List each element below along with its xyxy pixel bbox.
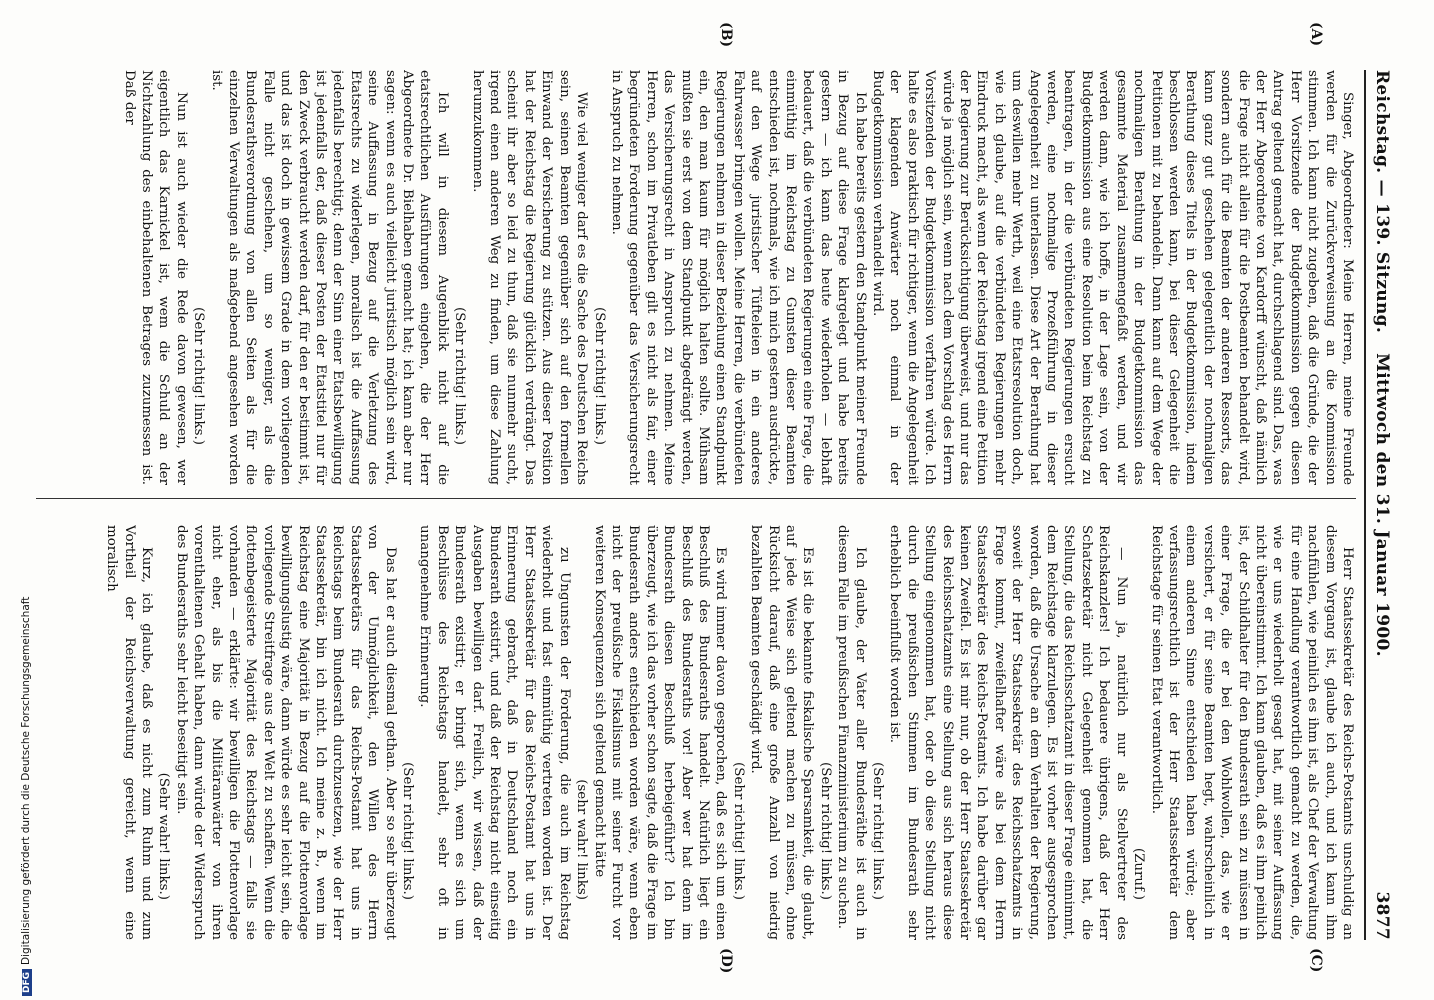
margin-marker-d: (D) — [718, 948, 734, 974]
paragraph: Ich glaube, der Vater aller Bundesräthe ist auch in diesem Falle im preußischen Finanzministerium zu suchen. — [835, 525, 868, 940]
interjection: (Sehr richtig! links.) — [191, 307, 207, 445]
paragraph: Ich habe bereits gestern den Standpunkt meiner Freunde in Bezug auf diese Frage klargelegt und habe bereits gestern — ich kann das heute wiederholen — lebhaft bedauert, daß die verbündeten Regierungen eine Frage, die einmüthig im Reichstag zu Gunsten dieser Beamten entschieden ist, nochmals, wie ich mich gestern ausdrückte, auf den Wege juristischer Tüfteleien in ein anderes Fahrwasser bringen wollen. Meine Herren, die verbündeten Regierungen nehmen in dieser Beziehung einen Standpunkt ein, den man kaum für möglich halten sollte. Mühsam mußten sie erst von dem Standpunkt abgedrängt werden, das Versicherungsrecht in Anspruch zu nehmen. Meine Herren, schon im Privatleben gilt es nicht als fair, einer begründeten Forderung gegenüber das Versicherungsrecht in Anspruch zu nehmen. — [608, 70, 868, 485]
paragraph: Ich will in diesem Augenblick nicht auf die etatsrechtlichen Ausführungen eingehen, die der Herr Abgeordnete Dr. Bielhaben gemacht hat; ich kann aber nur sagen: wenn es auch vielleicht juristisch möglich sein wird, seine Auffassung in Bezug auf die Verletzung des Etatsrechts zu widerlegen, moralisch ist die Auffassung jedenfalls berechtigt; denn der Sinn einer Etatsbewilligung ist jedenfalls der, daß dieser Posten der Etatstitel nur für den Zweck verbraucht werden darf, für den er bestimmt ist, und das ist doch in gewissem Grade in dem vorliegenden Falle nicht geschehen, um so weniger, als die Bundesrathsverordnung von allen Seiten als für die einzelnen Verwaltungen als maßgebend angesehen worden ist. — [208, 70, 450, 485]
interjection: (Sehr wahr! links.) — [156, 772, 172, 900]
page-number: 3877 — [1372, 891, 1392, 940]
margin-marker-a: (A) — [1308, 22, 1324, 47]
footer-credit — [20, 597, 32, 996]
paragraph: Nun ist auch wieder die Rede davon gewesen, wer eigentlich das Karnickel ist, wem die Schuld an der Nichtzahlung des einbehaltenen Betrages zuzumessen ist. Daß der — [121, 70, 189, 485]
interjection: (Sehr richtig! links.) — [817, 762, 833, 900]
column-divider — [36, 498, 1356, 499]
paragraph: Es ist die bekannte fiskalische Sparsamkeit, die glaubt, auf jede Weise sich geltend machen zu müssen, ohne Rücksicht darauf, daß eine große Anzahl von niedrig bezahlten Beamten geschädigt wird. — [748, 525, 816, 940]
paragraph: zu Ungunsten der Forderung, die auch im Reichstag wiederholt und fast einmüthig vertreten worden ist. Der Herr Staatssekretär für das Reichs-Postamt hat uns in Erinnerung gebracht, daß in Deutschland noch ein Bundesrath existirt, und daß der Reichstag nicht einseitig Ausgaben bewilligen darf. Freilich, wir wissen, daß der Bundesrath existirt; er bringt sich, wenn es sich um Beschlüsse des Reichstags handelt, sehr oft in unangenehme Erinnerung. — [417, 525, 572, 940]
paragraph: Kurz, ich glaube, daß es nicht zum Ruhm und zum Vortheil der Reichsverwaltung gereicht, wenn eine moralisch — [104, 525, 154, 940]
paragraph: Wie viel weniger darf es die Sache des Deutschen Reichs sein, seinen Beamten gegenüber sich auf den formellen Einwand der Versicherung zu stützen. Aus dieser Position hat der Reichstag die Regierung glücklich verdrängt. Das scheint ihr aber so leid zu thun, daß sie nunmehr sucht, irgend einen anderen Weg zu finden, um diese Zahlung herumzukommen. — [469, 70, 590, 485]
interjection: (Sehr richtig! links.) — [400, 762, 416, 900]
header-left: Reichstag. — 139. Sitzung. — [1372, 70, 1392, 334]
interjection: (Sehr richtig! links.) — [452, 307, 468, 445]
left-column — [36, 70, 1356, 485]
paragraph: — Nun ja, natürlich nur als Stellvertreter des Reichskanzlers! Ich bedauere übrigens, daß der Herr Schatzsekretär nicht Gelegenheit genommen hat, die Stellung, die das Reichsschatzamt in dieser Frage einnimmt, dem Reichstage klarzulegen. Es ist vorher ausgesprochen worden, daß die Ursache an dem Verhalten der Regierung, soweit der Herr Staatssekretär des Reichsschatzamts in Frage kommt, zweifelhafter wäre als bei dem Herrn Staatssekretär des Reichs-Postamts. Ich habe darüber gar keinen Zweifel. Es ist mir nur, ob der Herr Staatssekretär des Reichsschatzamts eine Stellung aus sich heraus diese Stellung eingenommen hat, oder ob diese Stellung nicht durch die preußischen Stimmen im Bundesrath sehr erheblich beeinflußt worden ist. — [887, 525, 1129, 940]
interjection: (Sehr richtig! links.) — [730, 762, 746, 900]
right-column — [36, 525, 1356, 940]
interjection: (Sehr richtig! links.) — [591, 307, 607, 445]
interjection: (Zuruf.) — [1131, 847, 1147, 900]
margin-marker-b: (B) — [718, 22, 734, 48]
interjection: (Sehr richtig! links.) — [870, 762, 886, 900]
paragraph: Das hat er auch diesmal gethan. Aber so sehr überzeugt von der Unmöglichkeit, den Willen des Herrn Staatssekretärs für das Reichs-Postamt hat uns in Reichstags beim Bundesrath durchzusetzen, wie der Herr Staatssekretär, bin ich nicht. Ich meine z. B., wenn im Reichstag eine Majorität in Bezug auf die Flottenvorlage bewilligungslustig wäre, dann würde es sehr leicht sein, die vorliegende Streitfrage aus der Welt zu schaffen. Wenn die flottenbegeisterte Majorität des Reichstags — falls sie vorhanden — erklärte: wir bewilligen die Flottenvorlage nicht eher, als bis die Militäranwärter von ihren vorenthaltenen Gehalt haben, dann würde der Widerspruch des Bundesraths sehr leicht beseitigt sein. — [173, 525, 398, 940]
interjection: (sehr wahr! links) — [574, 779, 590, 900]
paragraph: Herr Staatssekretär des Reichs-Postamts unschuldig an diesem Vorgang ist, glaube ich auch, und ich kann ihm nachfühlen, wie peinlich es ihm ist, als Chef der Verwaltung für eine Handlung verantwortlich gemacht zu werden, die, wie er uns wiederholt gesagt hat, mit seiner Auffassung nicht übereinstimmt. Ich kann glauben, daß es ihm peinlich ist, der Schildhalter für den Bundesrath sein zu müssen in einer Frage, die er bei den Wohlwollen, das, wie er versichert, er für seine Beamten hegt, wahrscheinlich in einem anderen Sinne entschieden haben würde; aber verfassungsrechtlich ist der Herr Staatssekretär dem Reichstage für seinen Etat verantwortlich. — [1148, 525, 1355, 940]
footer-text: Digitalisierung gefördert durch die Deutsche Forschungsgemeinschaft — [20, 596, 32, 965]
dfg-logo: DFG — [22, 969, 32, 996]
header-rule — [1364, 70, 1366, 940]
header-center: Mittwoch den 31. Januar 1900. — [1372, 353, 1392, 657]
paragraph: Singer, Abgeordneter: Meine Herren, meine Freunde werden für die Zurückverweisung an die Kommission stimmen. Ich kann nicht zugeben, daß die Gründe, die der Herr Vorsitzende der Budgetkommission gegen diesen Antrag geltend gemacht hat, durchschlagend sind. Das, was der Herr Abgeordnete von Kardorff wünscht, daß nämlich die Frage nicht allein für die Postbeamten behandelt wird, sondern auch für die Beamten der anderen Ressorts, das kann ganz gut geschehen gelegentlich der nochmaligen Berathung dieses Titels in der Budgetkommission, indem beschlossen werden kann, bei dieser Gelegenheit die Petitionen mit zu behandeln. Dann kann auf dem Wege der nochmaligen Berathung in der Budgetkommission das gesammte Material zusammengefaßt werden, und wir werden dann, wie ich hoffe, in der Lage sein, von der Budgetkommission aus eine Resolution beim Reichstag zu beantragen, in der die verbündeten Regierungen ersucht werden, eine nochmalige Prozeßführung in dieser Angelegenheit zu unterlassen. Diese Art der Berathung hat um deswillen mehr Werth, weil eine Etatsresolution doch, wie ich glaube, auf die verbündeten Regierungen mehr Eindruck macht, als wenn der Reichstag irgend eine Petition der Regierung zur Berücksichtigung überweist, und nur das würde ja möglich sein, wenn nach dem Vorschlag des Herrn Vorsitzenden der Budgetkommission verfahren würde. Ich halte es also praktisch für richtiger, wenn die Angelegenheit der klagenden Anwärter noch einmal in der Budgetkommission verhandelt wird. — [870, 70, 1355, 485]
margin-marker-c: (C) — [1308, 948, 1324, 973]
page-header — [1360, 70, 1400, 940]
paragraph: Es wird immer davon gesprochen, daß es sich um einen Beschluß des Bundesraths handelt. Natürlich liegt ein Beschluß des Bundesraths vor! Aber wer hat denn im Bundesrath diesen Beschluß herbeigeführt? Ich bin überzeugt, wie ich das vorher schon sagte, daß die Frage im Bundesrath anders entschieden worden wäre, wenn eben nicht der preußische Fiskalismus mit seiner Furcht vor weiteren Konsequenzen sich geltend gemacht hätte — [591, 525, 729, 940]
